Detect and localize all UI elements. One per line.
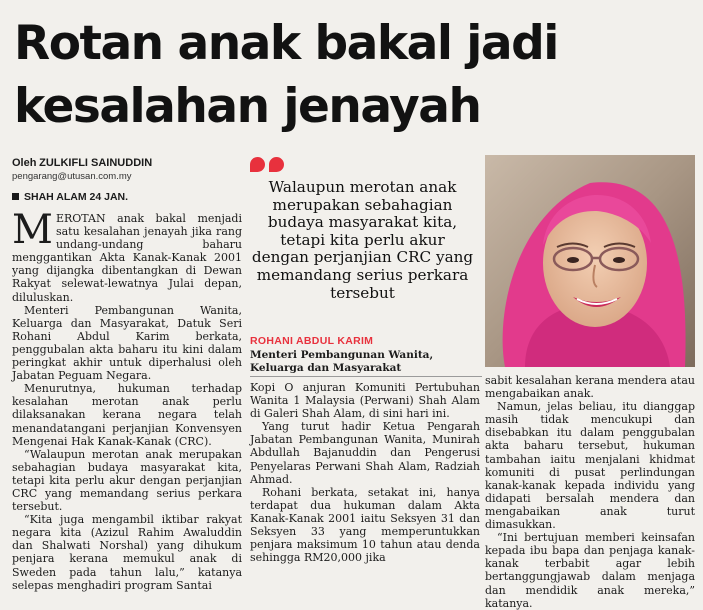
dateline-text: SHAH ALAM 24 JAN.: [24, 191, 129, 203]
paragraph: Rohani berkata, setakat ini, hanya terdapat dua hukuman dalam Akta Kanak-Kanak 2001 iaitu Seksyen 31 dan Seksyen 33 yang memperuntukkan penjara maksimum 10 tahun atau denda sehingga RM20,000 jika: [250, 485, 480, 565]
portrait-illustration: [485, 155, 695, 367]
paragraph: EROTAN anak bakal menjadi satu kesalahan jenayah jika rang undang-undang baharu menggantikan Akta Kanak-Kanak 2001 yang dijangka dibentangkan di Dewan Rakyat selewat-lewatnya Julai depan, diluluskan.: [12, 212, 242, 304]
quote-marks-icon: [250, 157, 288, 176]
square-bullet-icon: [12, 193, 19, 200]
quote-attribution-title: Menteri Pembangunan Wanita, Keluarga dan Masyarakat: [250, 349, 434, 374]
headline-line-1: Rotan anak bakal jadi: [14, 16, 558, 71]
article-column-1: [12, 207, 242, 592]
quote-attribution-name: ROHANI ABDUL KARIM: [250, 335, 374, 347]
article-column-2: [250, 381, 480, 564]
drop-cap: M: [12, 207, 53, 253]
article-column-3: [485, 374, 695, 610]
paragraph: Menurutnya, hukuman terhadap kesalahan merotan anak perlu dilaksanakan kerana negara telah menandatangani perjanjian Konvensyen Mengenai Hak Kanak-Kanak (CRC).: [12, 382, 242, 448]
byline-prefix: Oleh: [12, 157, 37, 169]
byline-author: ZULKIFLI SAINUDDIN: [39, 157, 153, 169]
byline: [12, 157, 152, 169]
paragraph: Menteri Pembangunan Wanita, Keluarga dan Masyarakat, Datuk Seri Rohani Abdul Karim berkata, penggubalan akta baharu itu kini dalam peringkat akhir untuk diperhalusi oleh Jabatan Peguam Negara.: [12, 303, 242, 383]
portrait-photo: [485, 155, 695, 367]
dateline: [12, 191, 128, 203]
paragraph: Kopi O anjuran Komuniti Pertubuhan Wanita 1 Malaysia (Perwani) Shah Alam di Galeri Shah Alam, di sini hari ini.: [250, 381, 480, 421]
paragraph: Namun, jelas beliau, itu dianggap masih tidak mencukupi dan disebabkan itu dalam penggubalan akta baharu tersebut, hukuman tambahan iaitu menjalani khidmat komuniti di pusat perlindungan kanak-kanak kepada individu yang didapati bersalah mendera dan mengabaikan anak turut dimasukkan.: [485, 400, 695, 532]
pull-quote: Walaupun merotan anak merupakan sebahagian budaya masyarakat kita, tetapi kita perlu akur dengan perjanjian CRC yang memandang serius perkara tersebut: [251, 178, 474, 302]
paragraph: “Ini bertujuan memberi keinsafan kepada ibu bapa dan penjaga kanak-kanak terbabit agar lebih bertanggungjawab dalam menjaga dan mendidik anak mereka,” katanya.: [485, 531, 695, 610]
paragraph: sabit kesalahan kerana mendera atau mengabaikan anak.: [485, 374, 695, 401]
author-email: pengarang@utusan.com.my: [12, 171, 132, 182]
paragraph: “Kita juga mengambil iktibar rakyat negara kita (Azizul Rahim Awaluddin dan Shalwati Norshal) yang dihukum penjara kerana memukul anak di Sweden pada tahun lalu,” katanya selepas menghadiri program Santai: [12, 513, 242, 592]
headline-line-2: kesalahan jenayah: [14, 79, 481, 134]
paragraph: “Walaupun merotan anak merupakan sebahagian budaya masyarakat kita, tetapi kita perlu akur dengan perjanjian CRC yang memandang serius perkara tersebut.: [12, 447, 242, 514]
paragraph: Yang turut hadir Ketua Pengarah Jabatan Pembangunan Wanita, Munirah Abdullah Bajanuddin dan Pengerusi Penyelaras Perwani Shah Alam, Radziah Ahmad.: [250, 420, 480, 486]
divider: [250, 376, 482, 377]
